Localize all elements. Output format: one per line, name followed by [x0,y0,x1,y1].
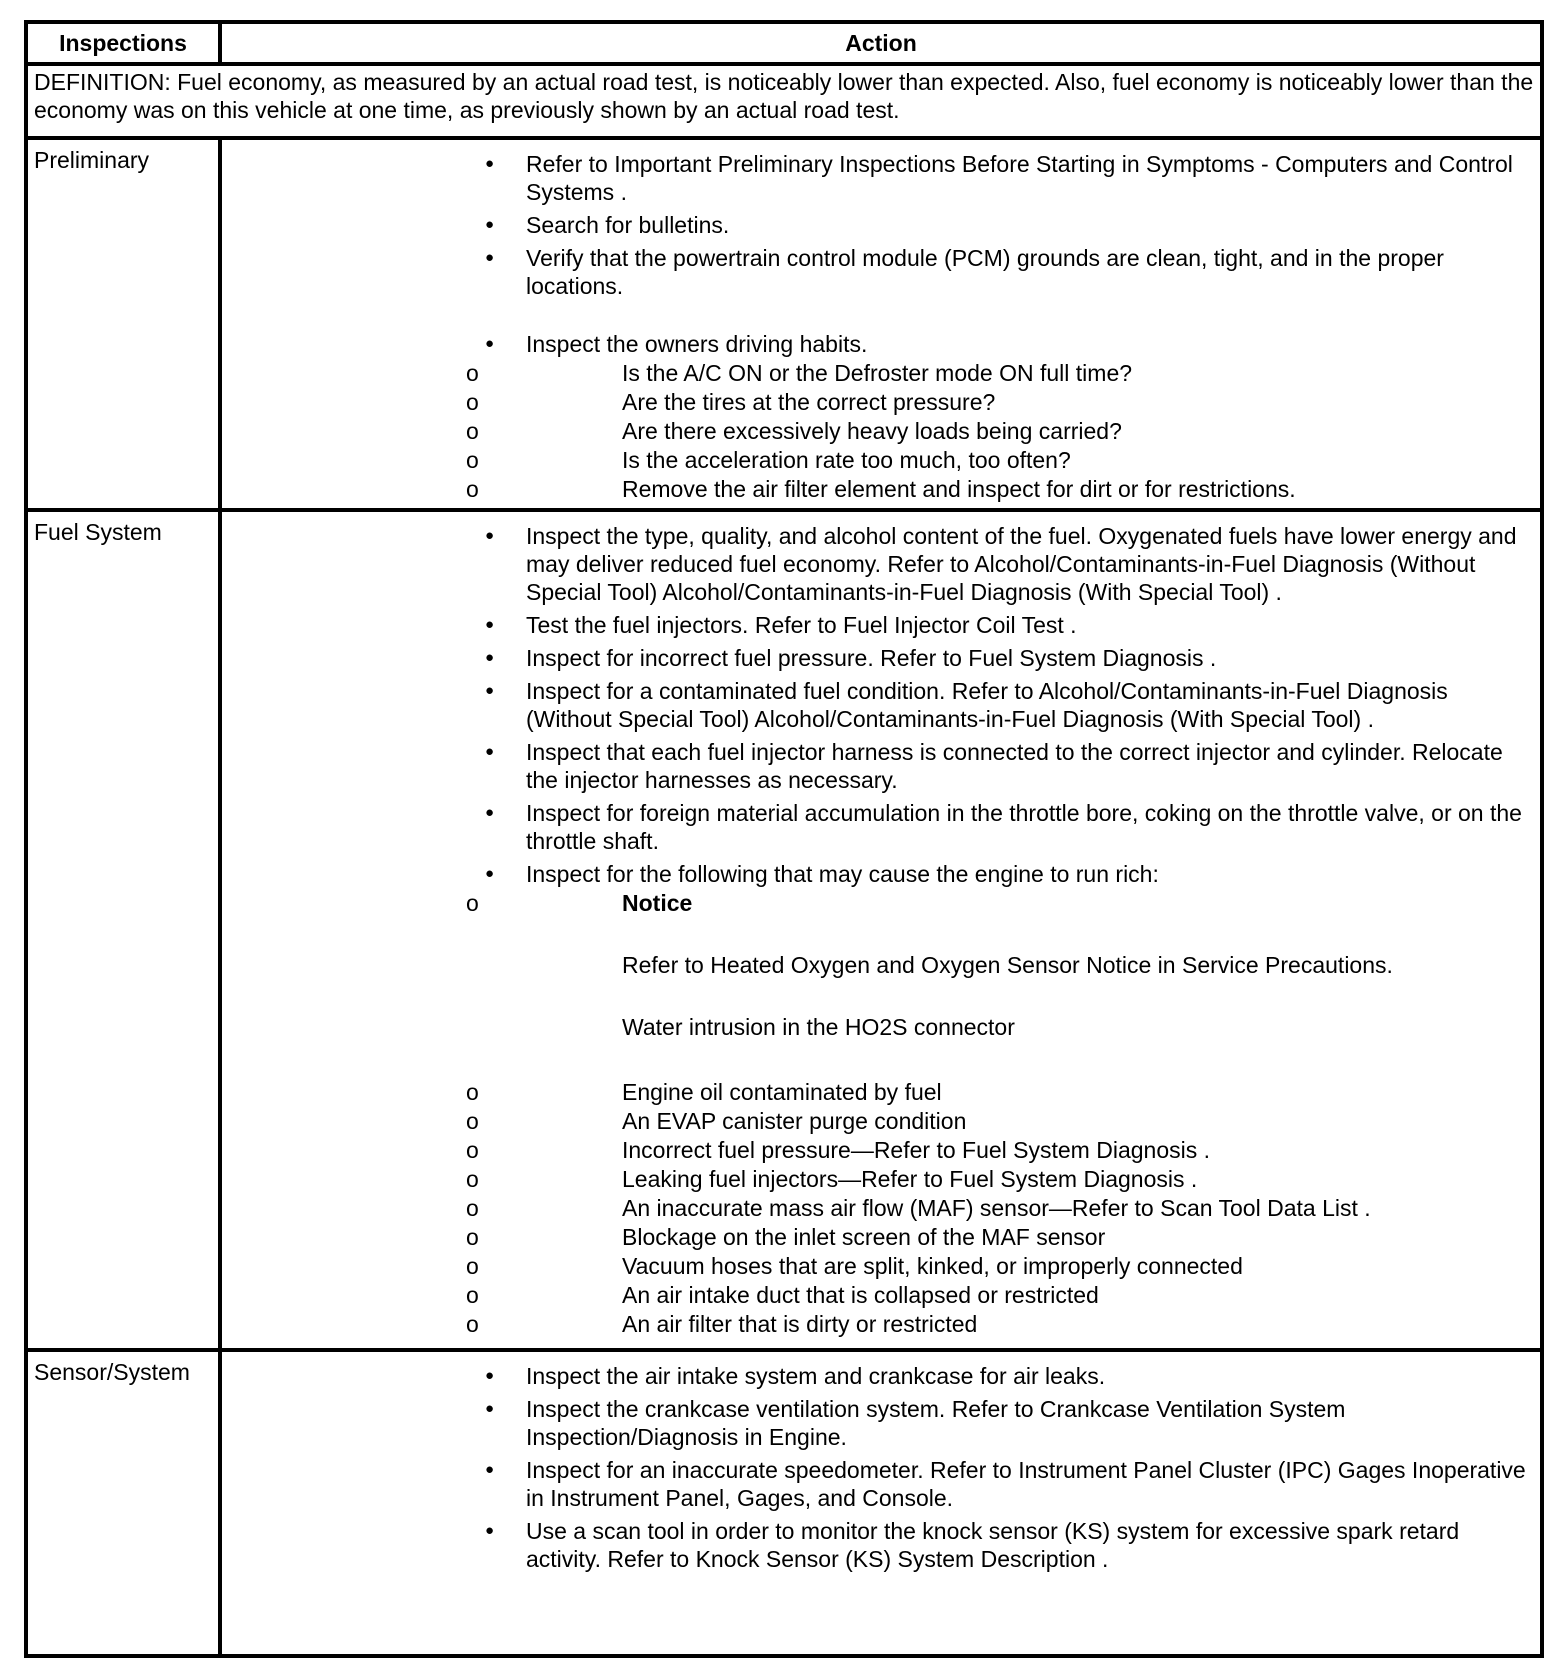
header-action: Action [220,22,1542,64]
table-row [26,510,1542,1350]
list-item: ● Refer to Important Preliminary Inspections Before Starting in Symptoms - Computers and Control Systems . [222,150,1534,206]
definition-row [26,64,1542,138]
action-list [222,1362,1534,1573]
list-item: ● Test the fuel injectors. Refer to Fuel Injector Coil Test . [222,611,1534,639]
sub-list-item: o An EVAP canister purge condition [318,1107,1534,1135]
list-item [222,860,1534,1338]
definition-text: DEFINITION: Fuel economy, as measured by an actual road test, is noticeably lower than expected. Also, fuel economy is noticeably lower than the economy was on this vehicle at one time, as previously shown by an actual road test. [26,64,1542,138]
action-list [222,522,1534,1338]
action-cell-preliminary [220,138,1542,510]
list-item: ● Inspect the air intake system and crankcase for air leaks. [222,1362,1534,1390]
sub-list-item: o Blockage on the inlet screen of the MAF sensor [318,1223,1534,1251]
sub-list-item: o Are there excessively heavy loads being carried? [318,417,1534,445]
list-item: ● Inspect for foreign material accumulation in the throttle bore, coking on the throttle valve, or on the throttle shaft. [222,799,1534,855]
notice-item-text: Water intrusion in the HO2S connector [622,1014,1015,1040]
table-row [26,1350,1542,1656]
sub-list-item: o Are the tires at the correct pressure? [318,388,1534,416]
notice-text: Refer to Heated Oxygen and Oxygen Sensor Notice in Service Precautions. [622,952,1393,978]
header-inspections: Inspections [26,22,220,64]
sub-list-item: o An air filter that is dirty or restricted [318,1310,1534,1338]
diagnostic-table-container [24,20,1544,1658]
action-cell-sensor-system [220,1350,1542,1656]
sub-list-item: o An air intake duct that is collapsed or restricted [318,1281,1534,1309]
list-item: ● Verify that the powertrain control module (PCM) grounds are clean, tight, and in the proper locations. [222,244,1534,300]
list-item: ● Use a scan tool in order to monitor the knock sensor (KS) system for excessive spark retard activity. Refer to Knock Sensor (KS) System Description . [222,1517,1534,1573]
list-item: ● Inspect for a contaminated fuel condition. Refer to Alcohol/Contaminants-in-Fuel Diagnosis (Without Special Tool) Alcohol/Contaminants-in-Fuel Diagnosis (With Special Tool) . [222,677,1534,733]
sub-list-item: o Remove the air filter element and inspect for dirt or for restrictions. [318,475,1534,503]
sub-list-item: o Incorrect fuel pressure—Refer to Fuel System Diagnosis . [318,1136,1534,1164]
sub-list-item: o Is the A/C ON or the Defroster mode ON full time? [318,359,1534,387]
list-item: ● Inspect the type, quality, and alcohol content of the fuel. Oxygenated fuels have lower energy and may deliver reduced fuel economy. Refer to Alcohol/Contaminants-in-Fuel Diagnosis (Without Special Tool) Alcohol/Contaminants-in-Fuel Diagnosis (With Special Tool) . [222,522,1534,606]
list-item-text: Inspect for the following that may cause the engine to run rich: [526,861,1159,887]
sub-list-item: o Vacuum hoses that are split, kinked, or improperly connected [318,1252,1534,1280]
sub-list-item: o Is the acceleration rate too much, too often? [318,446,1534,474]
list-item-text: Inspect the owners driving habits. [526,331,868,357]
notice-item [318,889,1534,1077]
sub-list [526,359,1534,503]
list-item: ● Inspect for an inaccurate speedometer. Refer to Instrument Panel Cluster (IPC) Gages Inoperative in Instrument Panel, Gages, and Console. [222,1456,1534,1512]
table-row [26,138,1542,510]
inspection-label-sensor-system: Sensor/System [26,1350,220,1656]
inspection-label-preliminary: Preliminary [26,138,220,510]
list-item: ● Inspect that each fuel injector harness is connected to the correct injector and cylinder. Relocate the injector harnesses as necessary. [222,738,1534,794]
list-item: ● Inspect for incorrect fuel pressure. Refer to Fuel System Diagnosis . [222,644,1534,672]
notice-title: o Notice [622,890,693,916]
diagnostic-table [24,20,1544,1658]
sub-list [526,889,1534,1338]
sub-list-item: o An inaccurate mass air flow (MAF) sensor—Refer to Scan Tool Data List . [318,1194,1534,1222]
list-item: ● Inspect the crankcase ventilation system. Refer to Crankcase Ventilation System Inspection/Diagnosis in Engine. [222,1395,1534,1451]
action-cell-fuel-system [220,510,1542,1350]
list-item [222,330,1534,503]
sub-list-item: o Engine oil contaminated by fuel [318,1078,1534,1106]
header-row [26,22,1542,64]
sub-list-item: o Leaking fuel injectors—Refer to Fuel System Diagnosis . [318,1165,1534,1193]
inspection-label-fuel-system: Fuel System [26,510,220,1350]
list-item: ● Search for bulletins. [222,211,1534,239]
action-list [222,150,1534,503]
